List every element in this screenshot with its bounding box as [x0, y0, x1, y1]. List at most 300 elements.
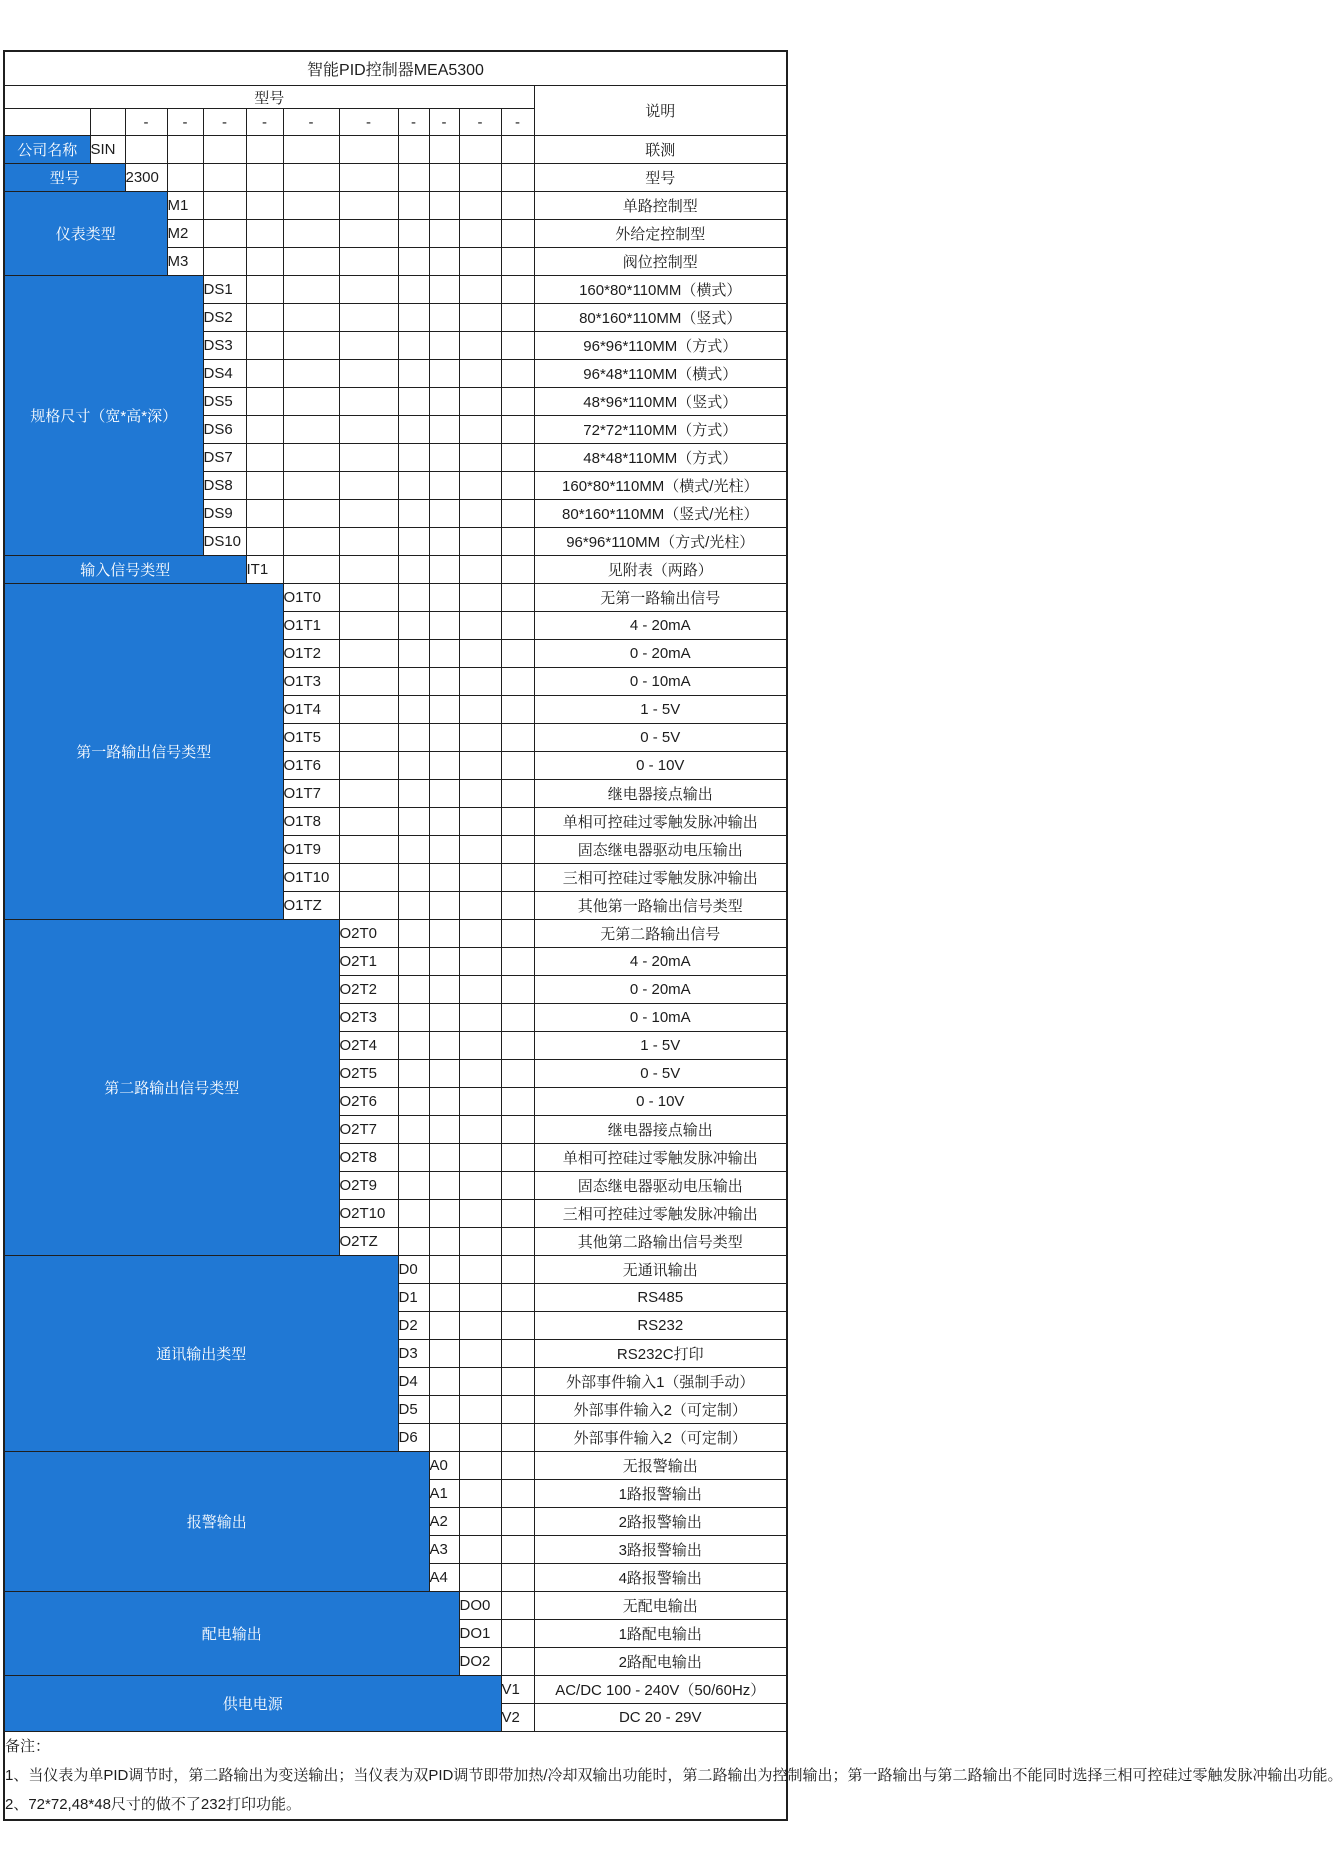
empty-cell [501, 136, 534, 164]
description-cell: 无通讯输出 [534, 1256, 787, 1284]
code-cell: DS10 [203, 528, 246, 556]
empty-cell [501, 892, 534, 920]
empty-cell [459, 640, 501, 668]
description-cell: 96*96*110MM（方式） [534, 332, 787, 360]
description-cell: 96*48*110MM（横式） [534, 360, 787, 388]
empty-cell [398, 1060, 429, 1088]
code-cell: DS1 [203, 276, 246, 304]
empty-cell [459, 696, 501, 724]
empty-cell [501, 1536, 534, 1564]
description-cell: 单相可控硅过零触发脉冲输出 [534, 808, 787, 836]
empty-cell [398, 556, 429, 584]
description-cell: 0 - 20mA [534, 976, 787, 1004]
code-cell: M2 [167, 220, 203, 248]
empty-cell [501, 668, 534, 696]
description-cell: 三相可控硅过零触发脉冲输出 [534, 1200, 787, 1228]
empty-cell [339, 780, 398, 808]
empty-cell [501, 1480, 534, 1508]
empty-cell [283, 136, 339, 164]
empty-cell [429, 472, 459, 500]
empty-cell [339, 836, 398, 864]
empty-cell [246, 164, 283, 192]
group-label-cell: 配电输出 [4, 1592, 459, 1676]
empty-cell [459, 332, 501, 360]
empty-cell [283, 416, 339, 444]
empty-cell [459, 1032, 501, 1060]
empty-cell [398, 724, 429, 752]
empty-cell [459, 1564, 501, 1592]
description-cell: 无第一路输出信号 [534, 584, 787, 612]
empty-cell [339, 388, 398, 416]
empty-cell [501, 1060, 534, 1088]
empty-cell [429, 780, 459, 808]
empty-cell [246, 220, 283, 248]
empty-cell [459, 1060, 501, 1088]
empty-cell [501, 388, 534, 416]
table-row [4, 192, 787, 220]
empty-cell [501, 192, 534, 220]
code-cell: O1T6 [283, 752, 339, 780]
empty-cell [398, 892, 429, 920]
empty-cell [429, 668, 459, 696]
empty-cell [501, 1312, 534, 1340]
description-cell: 160*80*110MM（横式） [534, 276, 787, 304]
empty-cell [339, 332, 398, 360]
empty-cell [501, 1256, 534, 1284]
empty-cell [501, 416, 534, 444]
group-label-cell: 仪表类型 [4, 192, 167, 276]
empty-cell [339, 612, 398, 640]
description-cell: 0 - 10V [534, 1088, 787, 1116]
description-cell: 80*160*110MM（竖式/光柱） [534, 500, 787, 528]
group-label-cell: 公司名称 [4, 136, 90, 164]
empty-cell [459, 360, 501, 388]
code-cell: O1T3 [283, 668, 339, 696]
empty-cell [283, 388, 339, 416]
empty-cell [283, 500, 339, 528]
code-cell: O1T4 [283, 696, 339, 724]
empty-cell [339, 164, 398, 192]
table-row [4, 556, 787, 584]
dash-cell: - [339, 109, 398, 136]
code-cell: DO1 [459, 1620, 501, 1648]
table-row [4, 1452, 787, 1480]
description-cell: 外部事件输入1（强制手动） [534, 1368, 787, 1396]
empty-cell [398, 136, 429, 164]
description-cell: 160*80*110MM（横式/光柱） [534, 472, 787, 500]
empty-cell [339, 528, 398, 556]
empty-cell [429, 1004, 459, 1032]
description-cell: RS232C打印 [534, 1340, 787, 1368]
empty-cell [429, 864, 459, 892]
empty-cell [398, 528, 429, 556]
empty-cell [429, 1256, 459, 1284]
empty-cell [429, 136, 459, 164]
code-cell: D6 [398, 1424, 429, 1452]
description-cell: 0 - 5V [534, 724, 787, 752]
empty-cell [501, 304, 534, 332]
code-cell: D1 [398, 1284, 429, 1312]
empty-cell [246, 304, 283, 332]
description-cell: 无第二路输出信号 [534, 920, 787, 948]
code-cell: O1T9 [283, 836, 339, 864]
empty-cell [203, 220, 246, 248]
empty-cell [339, 724, 398, 752]
empty-cell [501, 1620, 534, 1648]
empty-cell [459, 1228, 501, 1256]
empty-cell [339, 276, 398, 304]
notes-label: 备注： [5, 1738, 51, 1755]
empty-cell [459, 1116, 501, 1144]
code-cell: O1T8 [283, 808, 339, 836]
group-label-cell: 通讯输出类型 [4, 1256, 398, 1452]
model-selection-table [3, 50, 1343, 1821]
empty-cell [429, 1088, 459, 1116]
empty-cell [246, 472, 283, 500]
group-label-cell: 供电电源 [4, 1676, 501, 1732]
empty-cell [246, 276, 283, 304]
empty-cell [459, 724, 501, 752]
description-cell: 48*48*110MM（方式） [534, 444, 787, 472]
empty-cell [501, 780, 534, 808]
empty-cell [459, 1340, 501, 1368]
empty-cell [459, 276, 501, 304]
empty-cell [429, 444, 459, 472]
empty-cell [501, 472, 534, 500]
code-cell: D3 [398, 1340, 429, 1368]
empty-cell [501, 976, 534, 1004]
empty-cell [429, 696, 459, 724]
empty-cell [429, 1284, 459, 1312]
table-body-section [4, 136, 787, 1732]
notes-cell [4, 1732, 1343, 1821]
empty-cell [398, 360, 429, 388]
empty-cell [459, 416, 501, 444]
empty-cell [398, 248, 429, 276]
code-cell: DS5 [203, 388, 246, 416]
empty-cell [398, 584, 429, 612]
empty-cell [459, 528, 501, 556]
empty-cell [339, 500, 398, 528]
empty-cell [398, 1116, 429, 1144]
description-cell: 固态继电器驱动电压输出 [534, 1172, 787, 1200]
empty-cell [429, 556, 459, 584]
empty-cell [501, 164, 534, 192]
empty-cell [501, 724, 534, 752]
code-cell: O2T9 [339, 1172, 398, 1200]
empty-cell [203, 136, 246, 164]
code-cell: O1T1 [283, 612, 339, 640]
empty-cell [501, 696, 534, 724]
empty-cell [339, 808, 398, 836]
empty-cell [339, 556, 398, 584]
empty-cell [246, 332, 283, 360]
code-cell: D0 [398, 1256, 429, 1284]
empty-cell [339, 220, 398, 248]
empty-cell [429, 752, 459, 780]
description-cell: 阀位控制型 [534, 248, 787, 276]
empty-cell [398, 640, 429, 668]
empty-cell [339, 416, 398, 444]
empty-cell [459, 948, 501, 976]
description-cell: 无报警输出 [534, 1452, 787, 1480]
code-cell: O1TZ [283, 892, 339, 920]
code-cell: O1T5 [283, 724, 339, 752]
empty-cell [501, 1172, 534, 1200]
empty-cell [429, 584, 459, 612]
empty-cell [398, 276, 429, 304]
empty-cell [459, 444, 501, 472]
empty-cell [429, 892, 459, 920]
empty-cell [459, 892, 501, 920]
empty-cell [459, 1368, 501, 1396]
description-cell: 4路报警输出 [534, 1564, 787, 1592]
code-cell: O2T3 [339, 1004, 398, 1032]
empty-cell [429, 1032, 459, 1060]
empty-cell [398, 500, 429, 528]
group-label-cell: 型号 [4, 164, 125, 192]
description-cell: 外部事件输入2（可定制） [534, 1396, 787, 1424]
empty-cell [398, 696, 429, 724]
description-cell: 0 - 10V [534, 752, 787, 780]
empty-cell [339, 192, 398, 220]
empty-cell [429, 724, 459, 752]
empty-cell [459, 1284, 501, 1312]
empty-cell [501, 920, 534, 948]
empty-cell [398, 472, 429, 500]
empty-cell [459, 220, 501, 248]
empty-cell [398, 864, 429, 892]
empty-cell [501, 640, 534, 668]
empty-cell [429, 388, 459, 416]
description-cell: 80*160*110MM（竖式） [534, 304, 787, 332]
empty-cell [429, 332, 459, 360]
empty-cell [501, 1592, 534, 1620]
description-cell: 0 - 5V [534, 1060, 787, 1088]
empty-cell [339, 668, 398, 696]
description-header-cell: 说明 [534, 86, 787, 136]
empty-cell [339, 248, 398, 276]
empty-cell [429, 612, 459, 640]
empty-cell [398, 948, 429, 976]
code-cell: O1T0 [283, 584, 339, 612]
empty-cell [246, 444, 283, 472]
code-cell: DS2 [203, 304, 246, 332]
empty-cell [501, 1368, 534, 1396]
description-cell: DC 20 - 29V [534, 1704, 787, 1732]
empty-cell [501, 528, 534, 556]
empty-cell [283, 528, 339, 556]
dash-cell: - [459, 109, 501, 136]
description-cell: 0 - 10mA [534, 1004, 787, 1032]
empty-cell [246, 136, 283, 164]
code-cell: M1 [167, 192, 203, 220]
code-cell: O1T7 [283, 780, 339, 808]
empty-cell [429, 1144, 459, 1172]
code-cell: A3 [429, 1536, 459, 1564]
description-cell: 单相可控硅过零触发脉冲输出 [534, 1144, 787, 1172]
empty-cell [398, 612, 429, 640]
empty-cell [429, 808, 459, 836]
empty-cell [459, 1004, 501, 1032]
empty-cell [459, 1256, 501, 1284]
empty-cell [203, 164, 246, 192]
dash-cell: - [125, 109, 167, 136]
table-row [4, 86, 787, 109]
description-cell: 单路控制型 [534, 192, 787, 220]
model-header-cell: 型号 [4, 86, 534, 109]
empty-cell [339, 136, 398, 164]
description-cell: 其他第一路输出信号类型 [534, 892, 787, 920]
description-cell: 联测 [534, 136, 787, 164]
description-cell: 外部事件输入2（可定制） [534, 1424, 787, 1452]
code-cell: O2T6 [339, 1088, 398, 1116]
code-cell: M3 [167, 248, 203, 276]
description-cell: 1 - 5V [534, 696, 787, 724]
table-row [4, 164, 787, 192]
empty-cell [398, 780, 429, 808]
empty-cell [246, 192, 283, 220]
empty-cell [283, 192, 339, 220]
empty-cell [429, 360, 459, 388]
empty-cell [459, 248, 501, 276]
empty-cell [283, 276, 339, 304]
empty-cell [4, 109, 90, 136]
code-cell: A0 [429, 1452, 459, 1480]
empty-cell [429, 920, 459, 948]
code-cell: 2300 [125, 164, 167, 192]
empty-cell [429, 948, 459, 976]
code-cell: O2T10 [339, 1200, 398, 1228]
empty-cell [398, 444, 429, 472]
empty-cell [429, 192, 459, 220]
description-cell: 见附表（两路） [534, 556, 787, 584]
empty-cell [283, 444, 339, 472]
empty-cell [501, 1564, 534, 1592]
empty-cell [429, 1172, 459, 1200]
description-cell: 0 - 10mA [534, 668, 787, 696]
empty-cell [459, 556, 501, 584]
empty-cell [459, 1144, 501, 1172]
description-cell: 2路配电输出 [534, 1648, 787, 1676]
description-cell: 固态继电器驱动电压输出 [534, 836, 787, 864]
code-cell: O2T5 [339, 1060, 398, 1088]
empty-cell [246, 248, 283, 276]
empty-cell [429, 276, 459, 304]
empty-cell [429, 248, 459, 276]
code-cell: O2T2 [339, 976, 398, 1004]
empty-cell [501, 1116, 534, 1144]
empty-cell [398, 1172, 429, 1200]
empty-cell [429, 220, 459, 248]
empty-cell [501, 1648, 534, 1676]
empty-cell [283, 248, 339, 276]
empty-cell [429, 1116, 459, 1144]
empty-cell [459, 1536, 501, 1564]
empty-cell [501, 1284, 534, 1312]
empty-cell [501, 1088, 534, 1116]
empty-cell [459, 752, 501, 780]
code-cell: O2T7 [339, 1116, 398, 1144]
empty-cell [398, 1144, 429, 1172]
empty-cell [339, 696, 398, 724]
empty-cell [459, 780, 501, 808]
description-cell: 72*72*110MM（方式） [534, 416, 787, 444]
empty-cell [398, 668, 429, 696]
empty-cell [501, 836, 534, 864]
empty-cell [283, 304, 339, 332]
table-row [4, 1256, 787, 1284]
empty-cell [501, 276, 534, 304]
code-cell: DS6 [203, 416, 246, 444]
empty-cell [203, 192, 246, 220]
group-label-cell: 第一路输出信号类型 [4, 584, 283, 920]
empty-cell [501, 1340, 534, 1368]
empty-cell [459, 1396, 501, 1424]
empty-cell [398, 1200, 429, 1228]
empty-cell [398, 752, 429, 780]
empty-cell [459, 192, 501, 220]
code-cell: DO0 [459, 1592, 501, 1620]
empty-cell [283, 164, 339, 192]
empty-cell [246, 416, 283, 444]
empty-cell [398, 220, 429, 248]
empty-cell [339, 752, 398, 780]
code-cell: O2T1 [339, 948, 398, 976]
dash-cell: - [283, 109, 339, 136]
group-label-cell: 规格尺寸（宽*高*深） [4, 276, 203, 556]
table-header-section [4, 51, 787, 136]
empty-cell [283, 220, 339, 248]
empty-cell [246, 528, 283, 556]
empty-cell [125, 136, 167, 164]
table-row [4, 584, 787, 612]
description-cell: 1路报警输出 [534, 1480, 787, 1508]
empty-cell [398, 164, 429, 192]
empty-cell [501, 808, 534, 836]
code-cell: DS4 [203, 360, 246, 388]
empty-cell [339, 304, 398, 332]
code-cell: D2 [398, 1312, 429, 1340]
empty-cell [429, 304, 459, 332]
empty-cell [459, 1508, 501, 1536]
empty-cell [501, 864, 534, 892]
empty-cell [459, 164, 501, 192]
code-cell: IT1 [246, 556, 283, 584]
empty-cell [459, 472, 501, 500]
empty-cell [501, 248, 534, 276]
empty-cell [429, 1228, 459, 1256]
empty-cell [246, 360, 283, 388]
empty-cell [459, 668, 501, 696]
description-cell: 48*96*110MM（竖式） [534, 388, 787, 416]
empty-cell [429, 1340, 459, 1368]
code-cell: V1 [501, 1676, 534, 1704]
empty-cell [501, 584, 534, 612]
empty-cell [459, 1452, 501, 1480]
empty-cell [398, 388, 429, 416]
empty-cell [398, 332, 429, 360]
empty-cell [398, 920, 429, 948]
description-cell: 4 - 20mA [534, 948, 787, 976]
dash-cell: - [246, 109, 283, 136]
empty-cell [459, 1480, 501, 1508]
empty-cell [459, 500, 501, 528]
empty-cell [429, 500, 459, 528]
table-row [4, 1732, 787, 1821]
dash-cell: - [167, 109, 203, 136]
code-cell: A2 [429, 1508, 459, 1536]
